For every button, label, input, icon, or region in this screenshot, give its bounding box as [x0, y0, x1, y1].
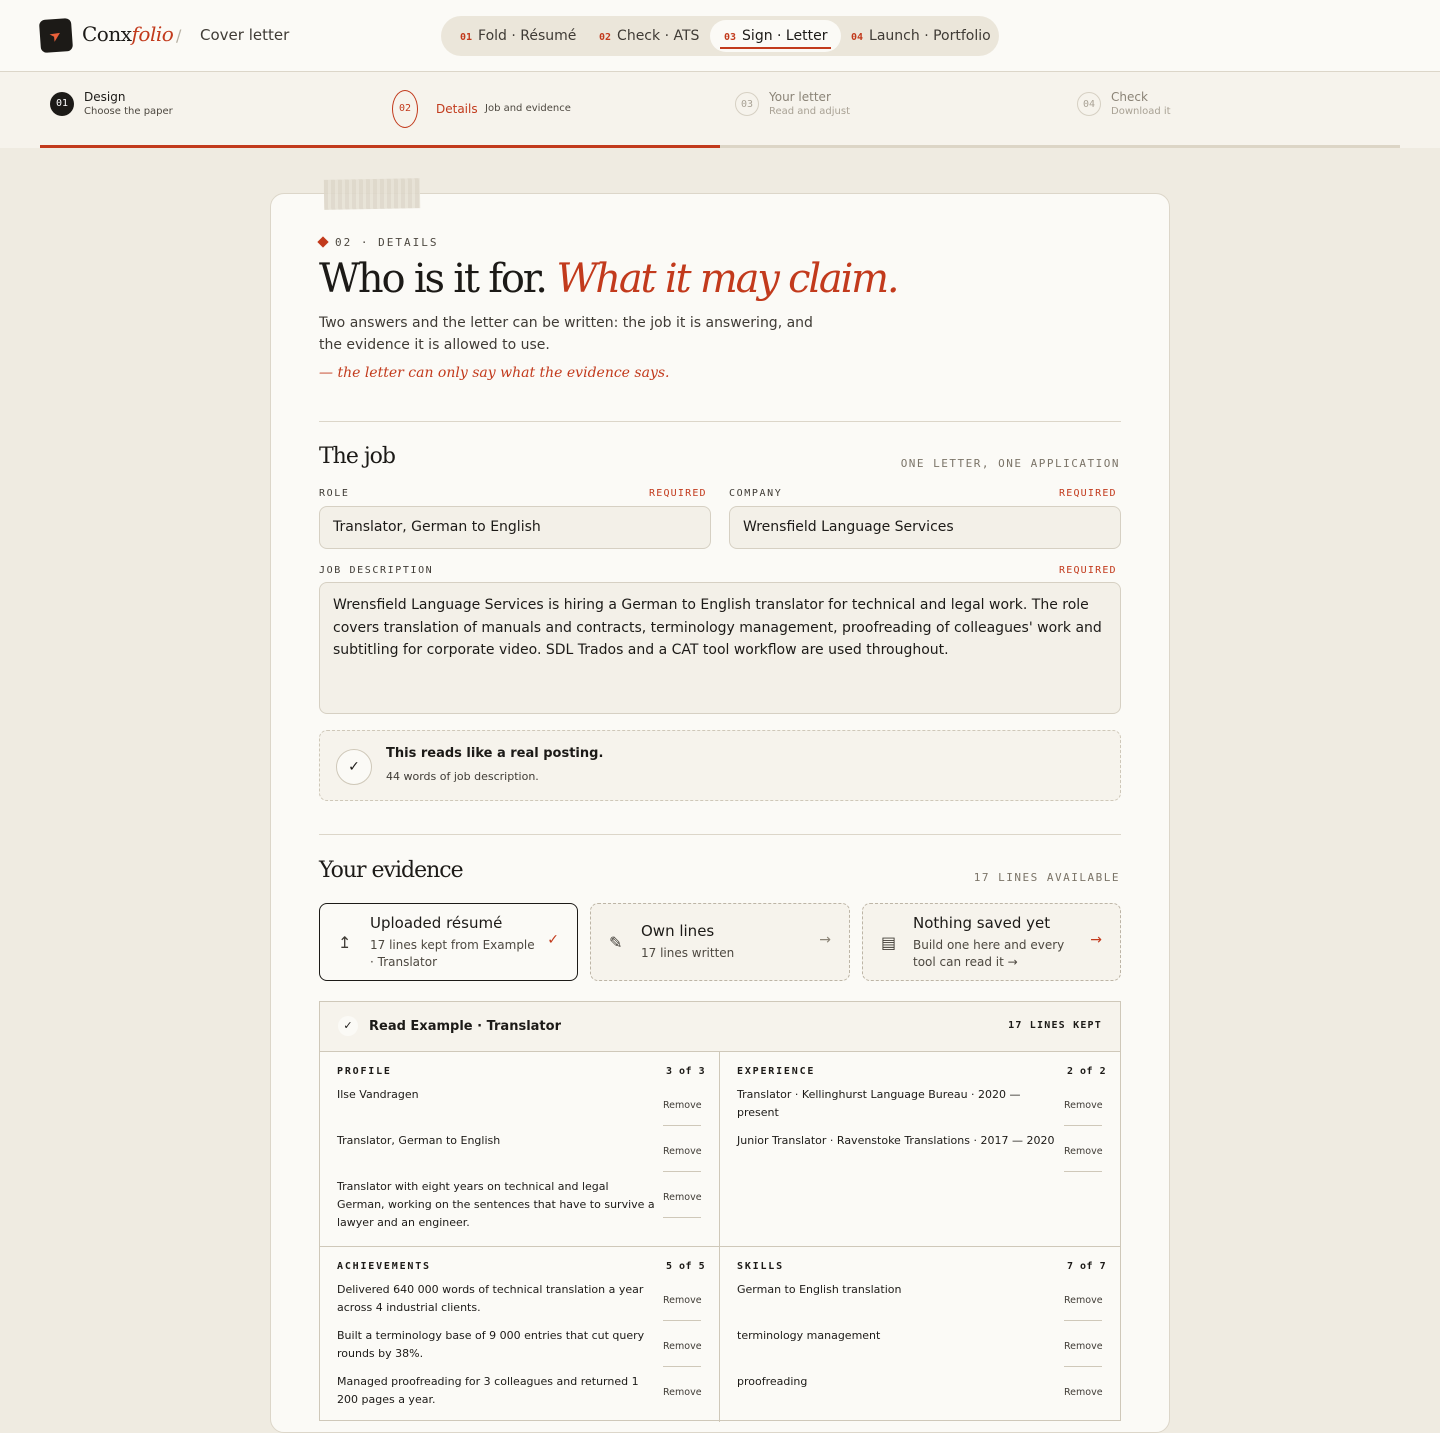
- tool-number: 04: [851, 32, 864, 43]
- title-main: Who is it for.: [319, 256, 557, 302]
- evidence-line: Ilse Vandragen: [337, 1088, 419, 1101]
- company-input[interactable]: Wrensfield Language Services: [729, 506, 1121, 549]
- check-icon: ✓: [336, 749, 372, 785]
- evidence-line: terminology management: [737, 1329, 881, 1342]
- remove-button[interactable]: Remove: [1064, 1341, 1103, 1352]
- job-description-required: REQUIRED: [1059, 565, 1117, 576]
- evidence-heading: Your evidence: [319, 858, 463, 883]
- breadcrumb-separator: /: [176, 26, 182, 45]
- job-heading: The job: [319, 444, 396, 469]
- remove-button[interactable]: Remove: [1064, 1387, 1103, 1398]
- remove-button[interactable]: Remove: [1064, 1295, 1103, 1306]
- row-rule: [663, 1217, 701, 1218]
- paper-plane-icon: ➤: [46, 25, 66, 46]
- handwritten-note: — the letter can only say what the evidence says.: [319, 365, 670, 381]
- row-rule: [663, 1366, 701, 1367]
- evidence-meta: 17 LINES AVAILABLE: [973, 871, 1120, 884]
- posting-check: [319, 730, 1121, 801]
- section-count: 5 of 5: [666, 1261, 706, 1272]
- step-title: Details: [436, 102, 478, 116]
- evidence-line: German to English translation: [737, 1283, 902, 1296]
- section-count: 7 of 7: [1067, 1261, 1107, 1272]
- title-accent: What it may claim.: [556, 256, 898, 302]
- section-count: 2 of 2: [1067, 1066, 1107, 1077]
- intro-lede: Two answers and the letter can be written: the job it is answering, and the evidence it is allowed to use.: [319, 315, 813, 353]
- row-rule: [1064, 1320, 1102, 1321]
- check-icon: ✓: [338, 1016, 358, 1036]
- evidence-line: Translator with eight years on technical and legal German, working on the sentences that have to survive a lawyer and an engineer.: [337, 1180, 655, 1229]
- source-uploaded-resume[interactable]: [319, 903, 578, 981]
- divider: [319, 421, 1121, 422]
- upload-icon: ↥: [338, 933, 352, 952]
- source-title: Own lines: [641, 922, 715, 940]
- step-subtitle: Read and adjust: [769, 106, 851, 117]
- evidence-line: proofreading: [737, 1375, 808, 1388]
- row-rule: [1064, 1366, 1102, 1367]
- brand-main: Conx: [82, 22, 132, 46]
- step-subtitle: Choose the paper: [84, 106, 173, 117]
- section-count: 3 of 3: [666, 1066, 706, 1077]
- tool-switcher: [441, 16, 999, 56]
- stepper: [0, 72, 1440, 148]
- section-title-experience: EXPERIENCE: [737, 1066, 816, 1077]
- tool-label: Launch · Portfolio: [869, 28, 991, 44]
- tool-number: 02: [599, 32, 612, 43]
- evidence-panel: [319, 1001, 1121, 1421]
- source-title: Uploaded résumé: [370, 914, 503, 932]
- company-label: COMPANY: [729, 488, 783, 499]
- pencil-icon: ✎: [609, 933, 623, 952]
- breadcrumb-current: Cover letter: [200, 26, 290, 44]
- source-nothing-saved[interactable]: [862, 903, 1121, 981]
- diamond-icon: [317, 236, 328, 247]
- panel-header: [320, 1002, 1120, 1052]
- evidence-line: Translator, German to English: [337, 1134, 501, 1147]
- remove-button[interactable]: Remove: [663, 1100, 702, 1111]
- column-divider: [719, 1052, 720, 1422]
- progress-fill: [40, 145, 720, 148]
- tool-tab-portfolio[interactable]: [837, 20, 1005, 52]
- panel-title: Read Example · Translator: [369, 1019, 561, 1034]
- brand-accent: folio: [131, 22, 174, 46]
- step-subtitle: Job and evidence: [485, 103, 571, 114]
- tool-label: Sign · Letter: [742, 28, 828, 44]
- role-required: REQUIRED: [649, 488, 707, 499]
- tool-tab-resume[interactable]: [446, 20, 590, 52]
- role-input[interactable]: Translator, German to English: [319, 506, 711, 549]
- logo[interactable]: [39, 18, 73, 53]
- evidence-line: Delivered 640 000 words of technical translation a year across 4 industrial clients.: [337, 1283, 644, 1314]
- remove-button[interactable]: Remove: [1064, 1100, 1103, 1111]
- row-rule: [663, 1320, 701, 1321]
- tool-number: 03: [724, 32, 737, 43]
- remove-button[interactable]: Remove: [663, 1295, 702, 1306]
- divider: [319, 834, 1121, 835]
- remove-button[interactable]: Remove: [663, 1146, 702, 1157]
- evidence-line: Built a terminology base of 9 000 entries that cut query rounds by 38%.: [337, 1329, 645, 1360]
- step-number: 03: [735, 92, 759, 116]
- row-rule: [663, 1125, 701, 1126]
- role-label: ROLE: [319, 488, 350, 499]
- step-subtitle: Download it: [1111, 106, 1171, 117]
- arrow-right-icon: →: [1090, 932, 1102, 948]
- step-number: 04: [1077, 92, 1101, 116]
- remove-button[interactable]: Remove: [663, 1387, 702, 1398]
- source-subtitle: Build one here and every tool can read it →: [913, 938, 1065, 969]
- evidence-line: Managed proofreading for 3 colleagues and returned 1 200 pages a year.: [337, 1375, 639, 1406]
- tool-number: 01: [460, 32, 473, 43]
- remove-button[interactable]: Remove: [1064, 1146, 1103, 1157]
- step-number: 01: [50, 92, 74, 116]
- tool-tab-ats[interactable]: [585, 20, 713, 52]
- section-title-achievements: ACHIEVEMENTS: [337, 1261, 431, 1272]
- job-meta: ONE LETTER, ONE APPLICATION: [900, 457, 1120, 470]
- remove-button[interactable]: Remove: [663, 1192, 702, 1203]
- source-own-lines[interactable]: [590, 903, 850, 981]
- tool-label: Fold · Résumé: [478, 28, 577, 44]
- job-description-textarea[interactable]: Wrensfield Language Services is hiring a German to English translator for technical and legal work. The role covers translation of manuals and contracts, terminology management, proofreading of colleagues' work and subtitling for corporate video. SDL Trados and a CAT tool workflow are used throughout.: [319, 582, 1121, 714]
- arrow-right-icon: →: [819, 932, 831, 948]
- step-number: 02: [392, 90, 418, 128]
- tool-tab-letter[interactable]: [710, 20, 841, 52]
- row-rule: [1064, 1171, 1102, 1172]
- top-bar: [0, 0, 1440, 72]
- checkmark-icon: ✓: [547, 932, 559, 948]
- lines-kept-badge: 17 LINES KEPT: [1008, 1020, 1102, 1031]
- row-divider: [320, 1246, 1120, 1247]
- source-subtitle: 17 lines kept from Example · Translator: [370, 938, 535, 969]
- eyebrow-text: 02 · DETAILS: [335, 236, 439, 249]
- check-subtitle: 44 words of job description.: [386, 770, 539, 783]
- evidence-line: Translator · Kellinghurst Language Bureau · 2020 — present: [737, 1088, 1021, 1119]
- remove-button[interactable]: Remove: [663, 1341, 702, 1352]
- section-title-skills: SKILLS: [737, 1261, 784, 1272]
- tool-label: Check · ATS: [617, 28, 700, 44]
- step-title: Design: [84, 90, 126, 104]
- company-required: REQUIRED: [1059, 488, 1117, 499]
- source-title: Nothing saved yet: [913, 914, 1051, 932]
- section-eyebrow: [319, 236, 438, 249]
- job-description-label: JOB DESCRIPTION: [319, 565, 434, 576]
- section-title-profile: PROFILE: [337, 1066, 392, 1077]
- step-title: Your letter: [769, 90, 831, 104]
- page-title: [319, 256, 897, 302]
- step-title: Check: [1111, 90, 1148, 104]
- tape-decoration: [324, 178, 421, 210]
- check-title: This reads like a real posting.: [386, 746, 604, 761]
- evidence-line: Junior Translator · Ravenstoke Translations · 2017 — 2020: [737, 1134, 1055, 1147]
- brand-name[interactable]: [82, 22, 173, 46]
- document-icon: ▤: [881, 933, 897, 952]
- row-rule: [663, 1171, 701, 1172]
- source-subtitle: 17 lines written: [641, 946, 735, 960]
- row-rule: [1064, 1125, 1102, 1126]
